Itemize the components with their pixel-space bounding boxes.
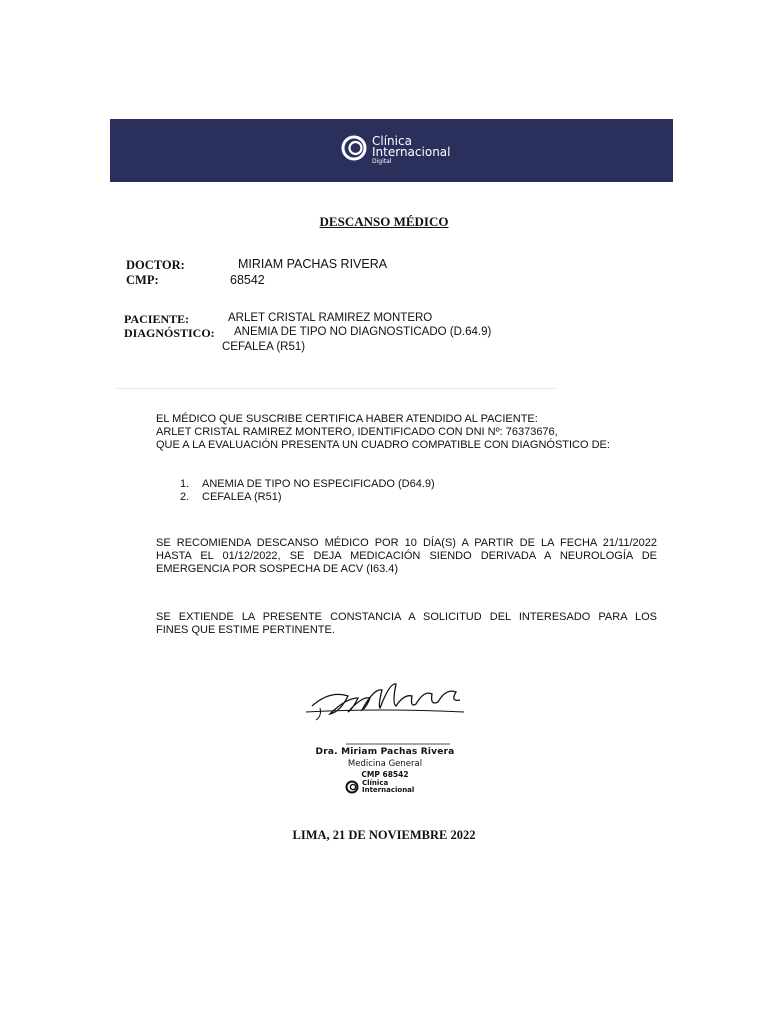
- extension-line: FINES QUE ESTIME PERTINENTE.: [156, 624, 335, 636]
- doctor-value: MIRIAM PACHAS RIVERA: [238, 257, 388, 271]
- clinica-logo-icon: [340, 134, 368, 162]
- list-item-number: 2.: [180, 491, 190, 503]
- document-title: DESCANSO MÉDICO: [319, 214, 449, 229]
- handwritten-signature: [300, 668, 470, 748]
- list-item: [180, 478, 580, 491]
- certification-line: ARLET CRISTAL RAMIREZ MONTERO, IDENTIFICADO CON DNI Nº: 76373676,: [156, 426, 558, 438]
- list-item-text: CEFALEA (R51): [202, 491, 282, 503]
- extension-paragraph: [156, 611, 657, 637]
- closing-place-date: LIMA, 21 DE NOVIEMBRE 2022: [292, 828, 476, 842]
- diagnosis-list: [180, 478, 580, 504]
- list-item-number: 1.: [180, 478, 190, 490]
- stamp-text-clinica: Clínica: [362, 779, 389, 787]
- signature-specialty: Medicina General: [347, 759, 423, 769]
- logo-text-digital: Digital: [372, 158, 392, 165]
- diagnosis-value-1: ANEMIA DE TIPO NO DIAGNOSTICADO (D.64.9): [234, 326, 492, 338]
- certification-line: EL MÉDICO QUE SUSCRIBE CERTIFICA HABER ATENDIDO AL PACIENTE:: [156, 413, 538, 425]
- header-banner: [110, 119, 673, 182]
- recommendation-paragraph: [156, 537, 657, 576]
- cmp-value: 68542: [230, 273, 265, 287]
- certification-line: QUE A LA EVALUACIÓN PRESENTA UN CUADRO COMPATIBLE CON DIAGNÓSTICO DE:: [156, 439, 610, 451]
- logo-text-clinica: Clínica: [372, 134, 412, 148]
- stamp-text-internacional: Internacional: [362, 786, 415, 794]
- patient-value: ARLET CRISTAL RAMIREZ MONTERO: [228, 312, 433, 324]
- logo-text-internacional: Internacional: [372, 145, 451, 159]
- cmp-label: CMP:: [126, 273, 159, 287]
- doctor-label: DOCTOR:: [126, 258, 185, 272]
- patient-label: PACIENTE:: [124, 312, 190, 326]
- list-item-text: ANEMIA DE TIPO NO ESPECIFICADO (D64.9): [202, 478, 435, 490]
- stamp-logo-icon: [345, 780, 359, 794]
- recommendation-line: EMERGENCIA POR SOSPECHA DE ACV (I63.4): [156, 563, 399, 575]
- signature-cmp: CMP 68542: [361, 770, 409, 779]
- diagnosis-value-2: CEFALEA (R51): [222, 341, 306, 353]
- recommendation-line: HASTA EL 01/12/2022, SE DEJA MEDICACIÓN SIENDO DERIVADA A NEUROLOGÍA DE: [156, 550, 657, 562]
- certification-paragraph: [156, 413, 656, 452]
- recommendation-line: SE RECOMIENDA DESCANSO MÉDICO POR 10 DÍA(S) A PARTIR DE LA FECHA 21/11/2022: [156, 537, 657, 549]
- section-divider: [117, 388, 555, 389]
- signature-name: Dra. Miriam Pachas Rivera: [315, 747, 455, 757]
- diagnosis-label: DIAGNÓSTICO:: [124, 326, 215, 340]
- list-item: [180, 491, 580, 504]
- extension-line: SE EXTIENDE LA PRESENTE CONSTANCIA A SOLICITUD DEL INTERESADO PARA LOS: [156, 611, 657, 623]
